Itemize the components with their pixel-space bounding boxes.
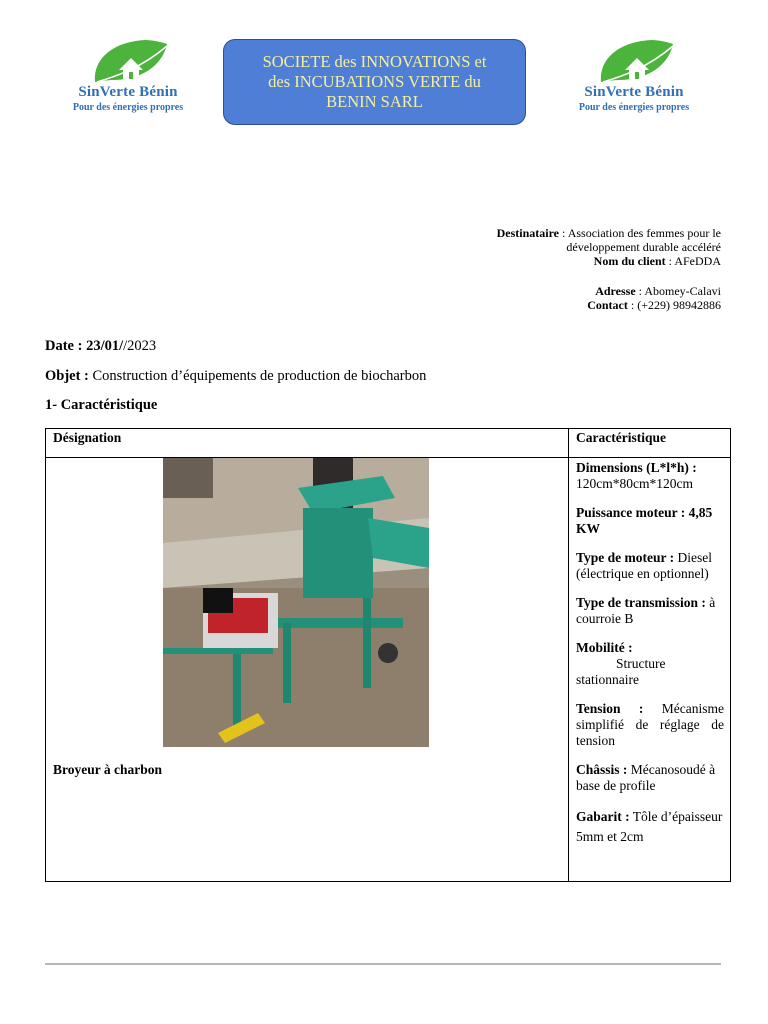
banner-line-3: BENIN SARL — [326, 92, 423, 111]
company-banner — [223, 39, 526, 125]
banner-line-2: des INCUBATIONS VERTE du — [268, 72, 481, 91]
spec-transmission — [576, 595, 724, 627]
spec-label: Dimensions (L*l*h) : — [576, 460, 697, 475]
spec-gabarit — [576, 807, 724, 847]
logo-tagline: Pour des énergies propres — [72, 102, 184, 113]
banner-line-1: SOCIETE des INNOVATIONS et — [262, 52, 487, 71]
client-label: Nom du client — [593, 254, 666, 268]
designation-cell — [46, 458, 569, 882]
spec-value: Diesel (électrique en optionnel) — [576, 550, 712, 581]
leaf-house-icon — [83, 36, 173, 86]
spec-value: à courroie B — [576, 595, 716, 626]
adresse-label: Adresse — [595, 284, 636, 298]
date-label: Date : 23/01/ — [45, 338, 124, 354]
spec-label: Tension : — [576, 701, 644, 716]
spec-value: 120cm*80cm*120cm — [576, 476, 693, 491]
spec-value: Mécanisme simplifié de réglage de tension — [576, 701, 724, 748]
document-subject — [45, 368, 426, 385]
spec-table — [45, 428, 731, 882]
contact-label: Contact — [587, 298, 628, 312]
company-logo-right — [554, 36, 714, 131]
spec-value: Mécanosoudé à base de profile — [576, 762, 716, 793]
table-header-row — [46, 429, 731, 458]
footer-divider — [45, 963, 721, 965]
spec-label: Châssis : — [576, 762, 628, 777]
spec-label: Type de transmission : — [576, 595, 706, 610]
client-value: AFeDDA — [674, 254, 721, 268]
designation-label: Broyeur à charbon — [53, 762, 163, 777]
objet-label: Objet : — [45, 368, 89, 384]
logo-name: SinVerte Bénin — [584, 84, 684, 100]
spec-label: Type de moteur : — [576, 550, 675, 565]
section-title: 1- Caractéristique — [45, 397, 158, 413]
recipient-block: Destinataire : Association des femmes pour le développement durable accéléré Nom du client : AFeDDA Adresse : Abomey-Calavi Contact : (+229) 98942886 — [391, 226, 721, 312]
spec-value: Tôle d’épaisseur 5mm et 2cm — [576, 809, 723, 844]
caracteristique-cell — [569, 458, 731, 882]
leaf-house-icon — [589, 36, 679, 86]
spec-type-moteur — [576, 550, 724, 582]
spec-label: Puissance moteur : 4,85 KW — [576, 505, 713, 536]
header-designation: Désignation — [46, 429, 569, 458]
destinataire-value-2: développement durable accéléré — [566, 240, 721, 254]
contact-value: (+229) 98942886 — [637, 298, 721, 312]
destinataire-value: Association des femmes pour le — [567, 226, 721, 240]
logo-name: SinVerte Bénin — [78, 84, 178, 100]
logo-tagline: Pour des énergies propres — [578, 102, 690, 113]
document-date — [45, 338, 156, 355]
spec-mobilite — [576, 640, 724, 688]
header-caracteristique: Caractéristique — [569, 429, 731, 458]
adresse-value: Abomey-Calavi — [644, 284, 721, 298]
spec-value: Structure stationnaire — [576, 656, 666, 687]
destinataire-label: Destinataire — [496, 226, 560, 240]
spec-puissance — [576, 505, 724, 537]
spec-dimensions — [576, 460, 724, 492]
spec-label: Gabarit : — [576, 809, 630, 824]
spec-label: Mobilité : — [576, 640, 633, 655]
table-row — [46, 458, 731, 882]
spec-chassis — [576, 762, 724, 794]
company-logo-left — [48, 36, 208, 131]
charcoal-grinder-photo — [163, 458, 429, 747]
spec-tension — [576, 701, 724, 749]
date-value: /2023 — [123, 338, 157, 354]
objet-value: Construction d’équipements de production de biocharbon — [92, 368, 427, 384]
